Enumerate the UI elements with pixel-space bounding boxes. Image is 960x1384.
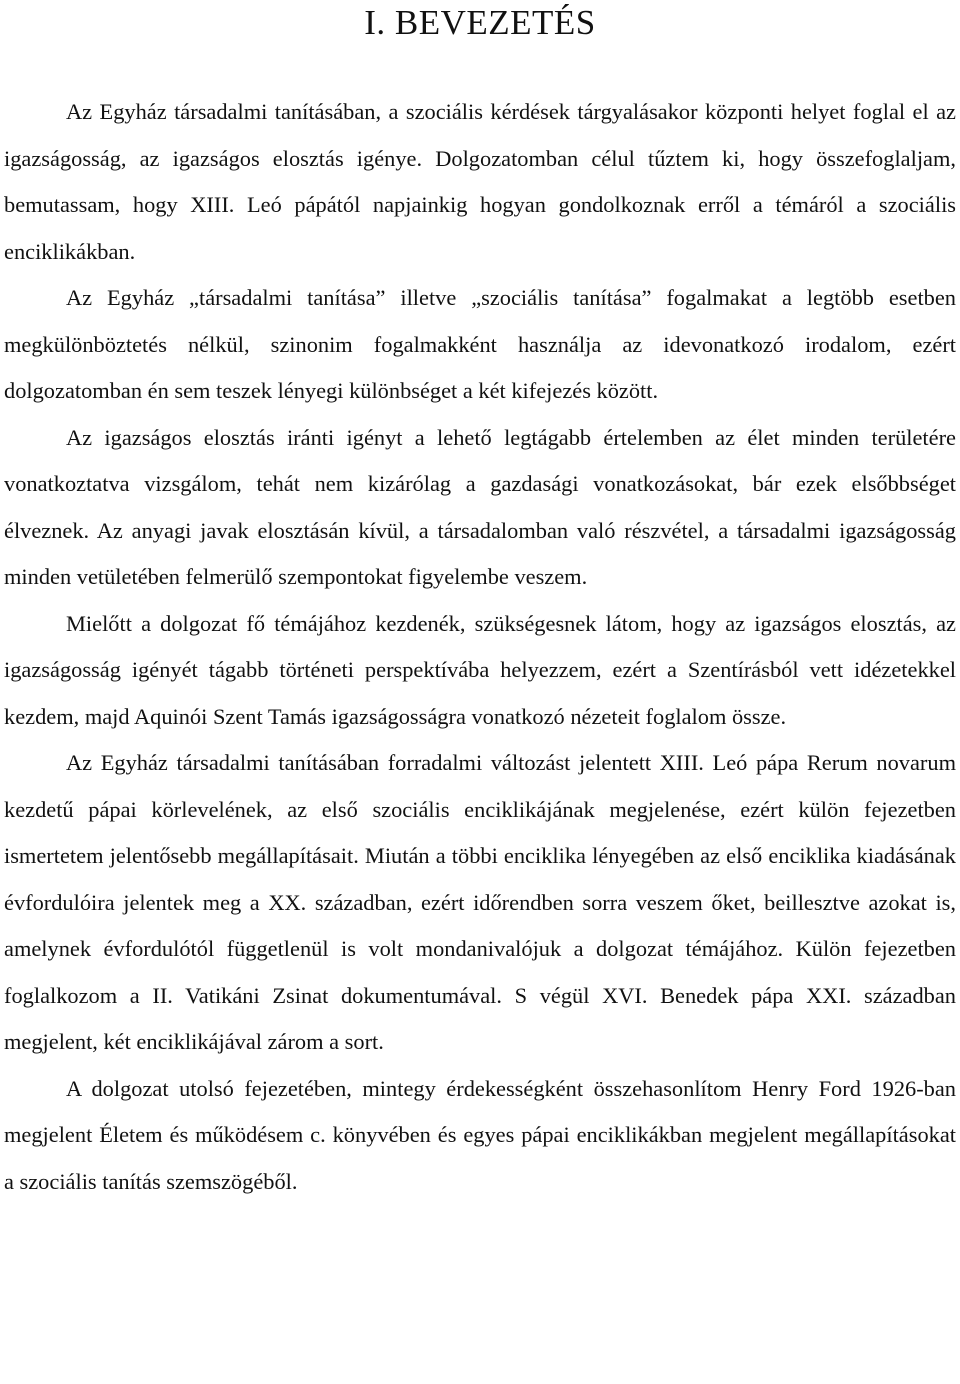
paragraph-terminology: Az Egyház „társadalmi tanítása” illetve „szociális tanítása” fogalmakat a legtöbb esetben megkülönböztetés nélkül, szinonim fogalmakként használja az idevonatkozó irodalom, ezért dolgozatomban én sem teszek lényegi különbséget a két kifejezés között. [4,285,956,403]
body-text [4,89,956,1205]
paragraph-encyclicals: Az Egyház társadalmi tanításában forradalmi változást jelentett XIII. Leó pápa Rerum novarum kezdetű pápai körlevelének, az első szociális enciklikájának megjelenése, ezért külön fejezetben ismertetem jelentősebb megállapításait. Miután a többi enciklika lényegében az első enciklika kiadásának évfordulóira jelentek meg a XX. században, ezért időrendben sorra veszem őket, beillesztve azokat is, amelynek évfordulótól függetlenül is volt mondanivalójuk a dolgozat témájához. Külön fejezetben foglalkozom a II. Vatikáni Zsinat dokumentumával. S végül XVI. Benedek pápa XXI. században megjelent, két enciklikájával zárom a sort. [4,750,956,1054]
paragraph-scope: Az igazságos elosztás iránti igényt a lehető legtágabb értelemben az élet minden területére vonatkoztatva vizsgálom, tehát nem kizárólag a gazdasági vonatkozásokat, bár ezek elsőbbséget élveznek. Az anyagi javak elosztásán kívül, a társadalomban való részvétel, a társadalmi igazságosság minden vetületében felmerülő szempontokat figyelembe veszem. [4,424,956,589]
paragraph-intro: Az Egyház társadalmi tanításában, a szociális kérdések tárgyalásakor központi helyet foglal el az igazságosság, az igazságos elosztás igénye. Dolgozatomban célul tűztem ki, hogy összefoglaljam, bemutassam, hogy XIII. Leó pápától napjainkig hogyan gondolkoznak erről a témáról a szociális enciklikákban. [4,99,956,264]
chapter-title: I. BEVEZETÉS [364,3,596,42]
paragraph-henry-ford: A dolgozat utolsó fejezetében, mintegy érdekességként összehasonlítom Henry Ford 1926-ban megjelent Életem és működésem c. könyvében és egyes pápai enciklikákban megjelent megállapításokat a szociális tanítás szemszögéből. [4,1075,956,1194]
paragraph-historical-context: Mielőtt a dolgozat fő témájához kezdenék, szükségesnek látom, hogy az igazságos elosztás, az igazságosság igényét tágabb történeti perspektívába helyezzem, ezért a Szentírásból vett idézetekkel kezdem, majd Aquinói Szent Tamás igazságosságra vonatkozó nézeteit foglalom össze. [4,610,956,729]
